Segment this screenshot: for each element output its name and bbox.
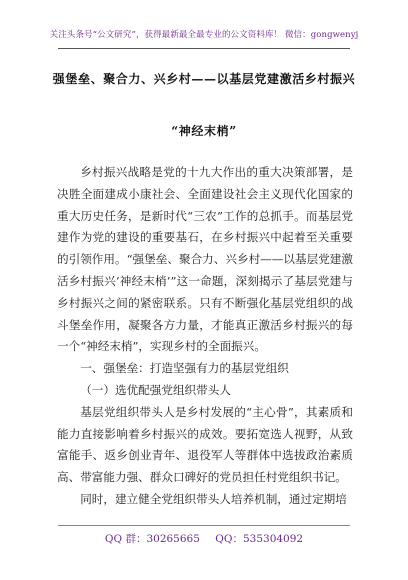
subsection-heading: （一）选优配强党组织带头人 [80,382,231,397]
footer-qq-group: QQ 群：30265665 [104,533,200,545]
footer-qq: QQ：535304092 [215,533,304,545]
document-subtitle: “神经末梢” [171,124,237,138]
header-divider [58,48,350,49]
document-body [57,162,353,511]
body-paragraph: 乡村振兴战略是党的十九大作出的重大决策部署，是决胜全面建成小康社会、全面建设社会主义现代化国家的重大历史任务，是新时代“三农”工作的总抓手。而基层党建作为党的建设的重要基石，在乡村振兴中起着至关重要的引领作用。“强堡垒、聚合力、兴乡村——以基层党建激活乡村振兴‘神经末梢’”这一命题，深刻揭示了基层党建与乡村振兴之间的紧密联系。只有不断强化基层党组织的战斗堡垒作用，凝聚各方力量，才能真正激活乡村振兴的每一个“神经末梢”，实现乡村的全面振兴。 [57,165,353,354]
document-title: 强堡垒、聚合力、兴乡村——以基层党建激活乡村振兴 [52,72,356,86]
header-promo-text: 关注头条号“公文研究”，获得最新最全最专业的公文资料库！ 微信：gongwenyj [49,30,359,40]
footer-divider [58,525,350,526]
body-paragraph: 同时，建立健全党组织带头人培养机制，通过定期培 [80,491,347,506]
footer-contact [0,531,408,546]
body-paragraph: 基层党组织带头人是乡村发展的“主心骨”，其素质和能力直接影响着乡村振兴的成效。要拓宽选人视野，从致富能手、返乡创业青年、退役军人等群体中选拔政治素质高、带富能力强、群众口碑好的党员担任村党组织书记。 [57,404,353,485]
section-heading: 一、强堡垒：打造坚强有力的基层党组织 [80,361,289,376]
